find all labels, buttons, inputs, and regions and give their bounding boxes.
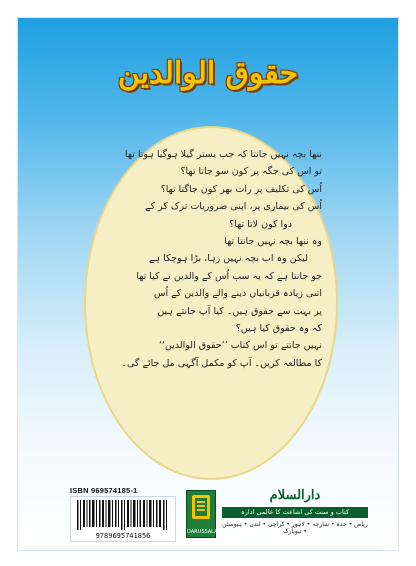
book-emblem-icon [187, 491, 215, 525]
poem-line: اتنی زیادہ قربانیاں دینے والے والدین کے اُس [153, 288, 322, 300]
poem-line: دوا کون لاتا تھا؟ [229, 218, 292, 230]
back-cover [18, 18, 398, 550]
publisher-tagline: کتاب و سنت کی اشاعت کا عالمی ادارہ [222, 507, 368, 518]
barcode [70, 496, 176, 542]
publisher-cities: ریاض • جدہ • شارجہ • لاہور • کراچی • لندن • ہیوسٹن • نیویارک [222, 521, 368, 535]
badge-text: DARUSSALAM [187, 529, 222, 535]
poem-line: کہ وہ حقوق کیا ہیں؟ [235, 323, 322, 335]
publisher-logo-badge [186, 490, 222, 538]
poem-line: ننھا بچہ نہیں جانتا کہ جب بستر گیلا ہوگیا ہوتا تھا [124, 149, 322, 160]
publisher-name: دارالسلام [269, 488, 321, 503]
barcode-bars [77, 500, 169, 530]
poem-line: تو اس کی جگہ پر کون سو جاتا تھا؟ [180, 166, 322, 178]
isbn-label: ISBN 969574185-1 [70, 486, 138, 495]
poem-line: پر بہت سے حقوق ہیں۔ کیا آپ جانتے ہیں [157, 305, 322, 317]
poem-line: کا مطالعہ کریں۔ آپ کو مکمل آگہی مل جائے گی۔ [121, 357, 322, 369]
poem-line: اُس کی بیماری پر، اپنی ضروریات ترک کر کے [145, 201, 322, 213]
poem-line: نہیں جانتے تو اس کتاب ’’حقوق الوالدین‘‘ [158, 340, 322, 352]
poem-line: وہ ننھا بچہ نہیں جانتا تھا [224, 236, 322, 248]
barcode-digits: 9789695741856 [95, 532, 151, 540]
poem-line: لیکن وہ اب بچہ نہیں رہا، بڑا ہوچکا ہے [148, 253, 308, 265]
poem-line: جو جانتا ہے کہ یہ سب اُس کے والدین نے کیا تھا [136, 270, 322, 282]
poem-text [96, 146, 322, 372]
book-title: حقوق الوالدین [117, 56, 299, 91]
poem-line: اُس کی تکلیف پر رات بھر کون جاگتا تھا؟ [160, 183, 322, 195]
